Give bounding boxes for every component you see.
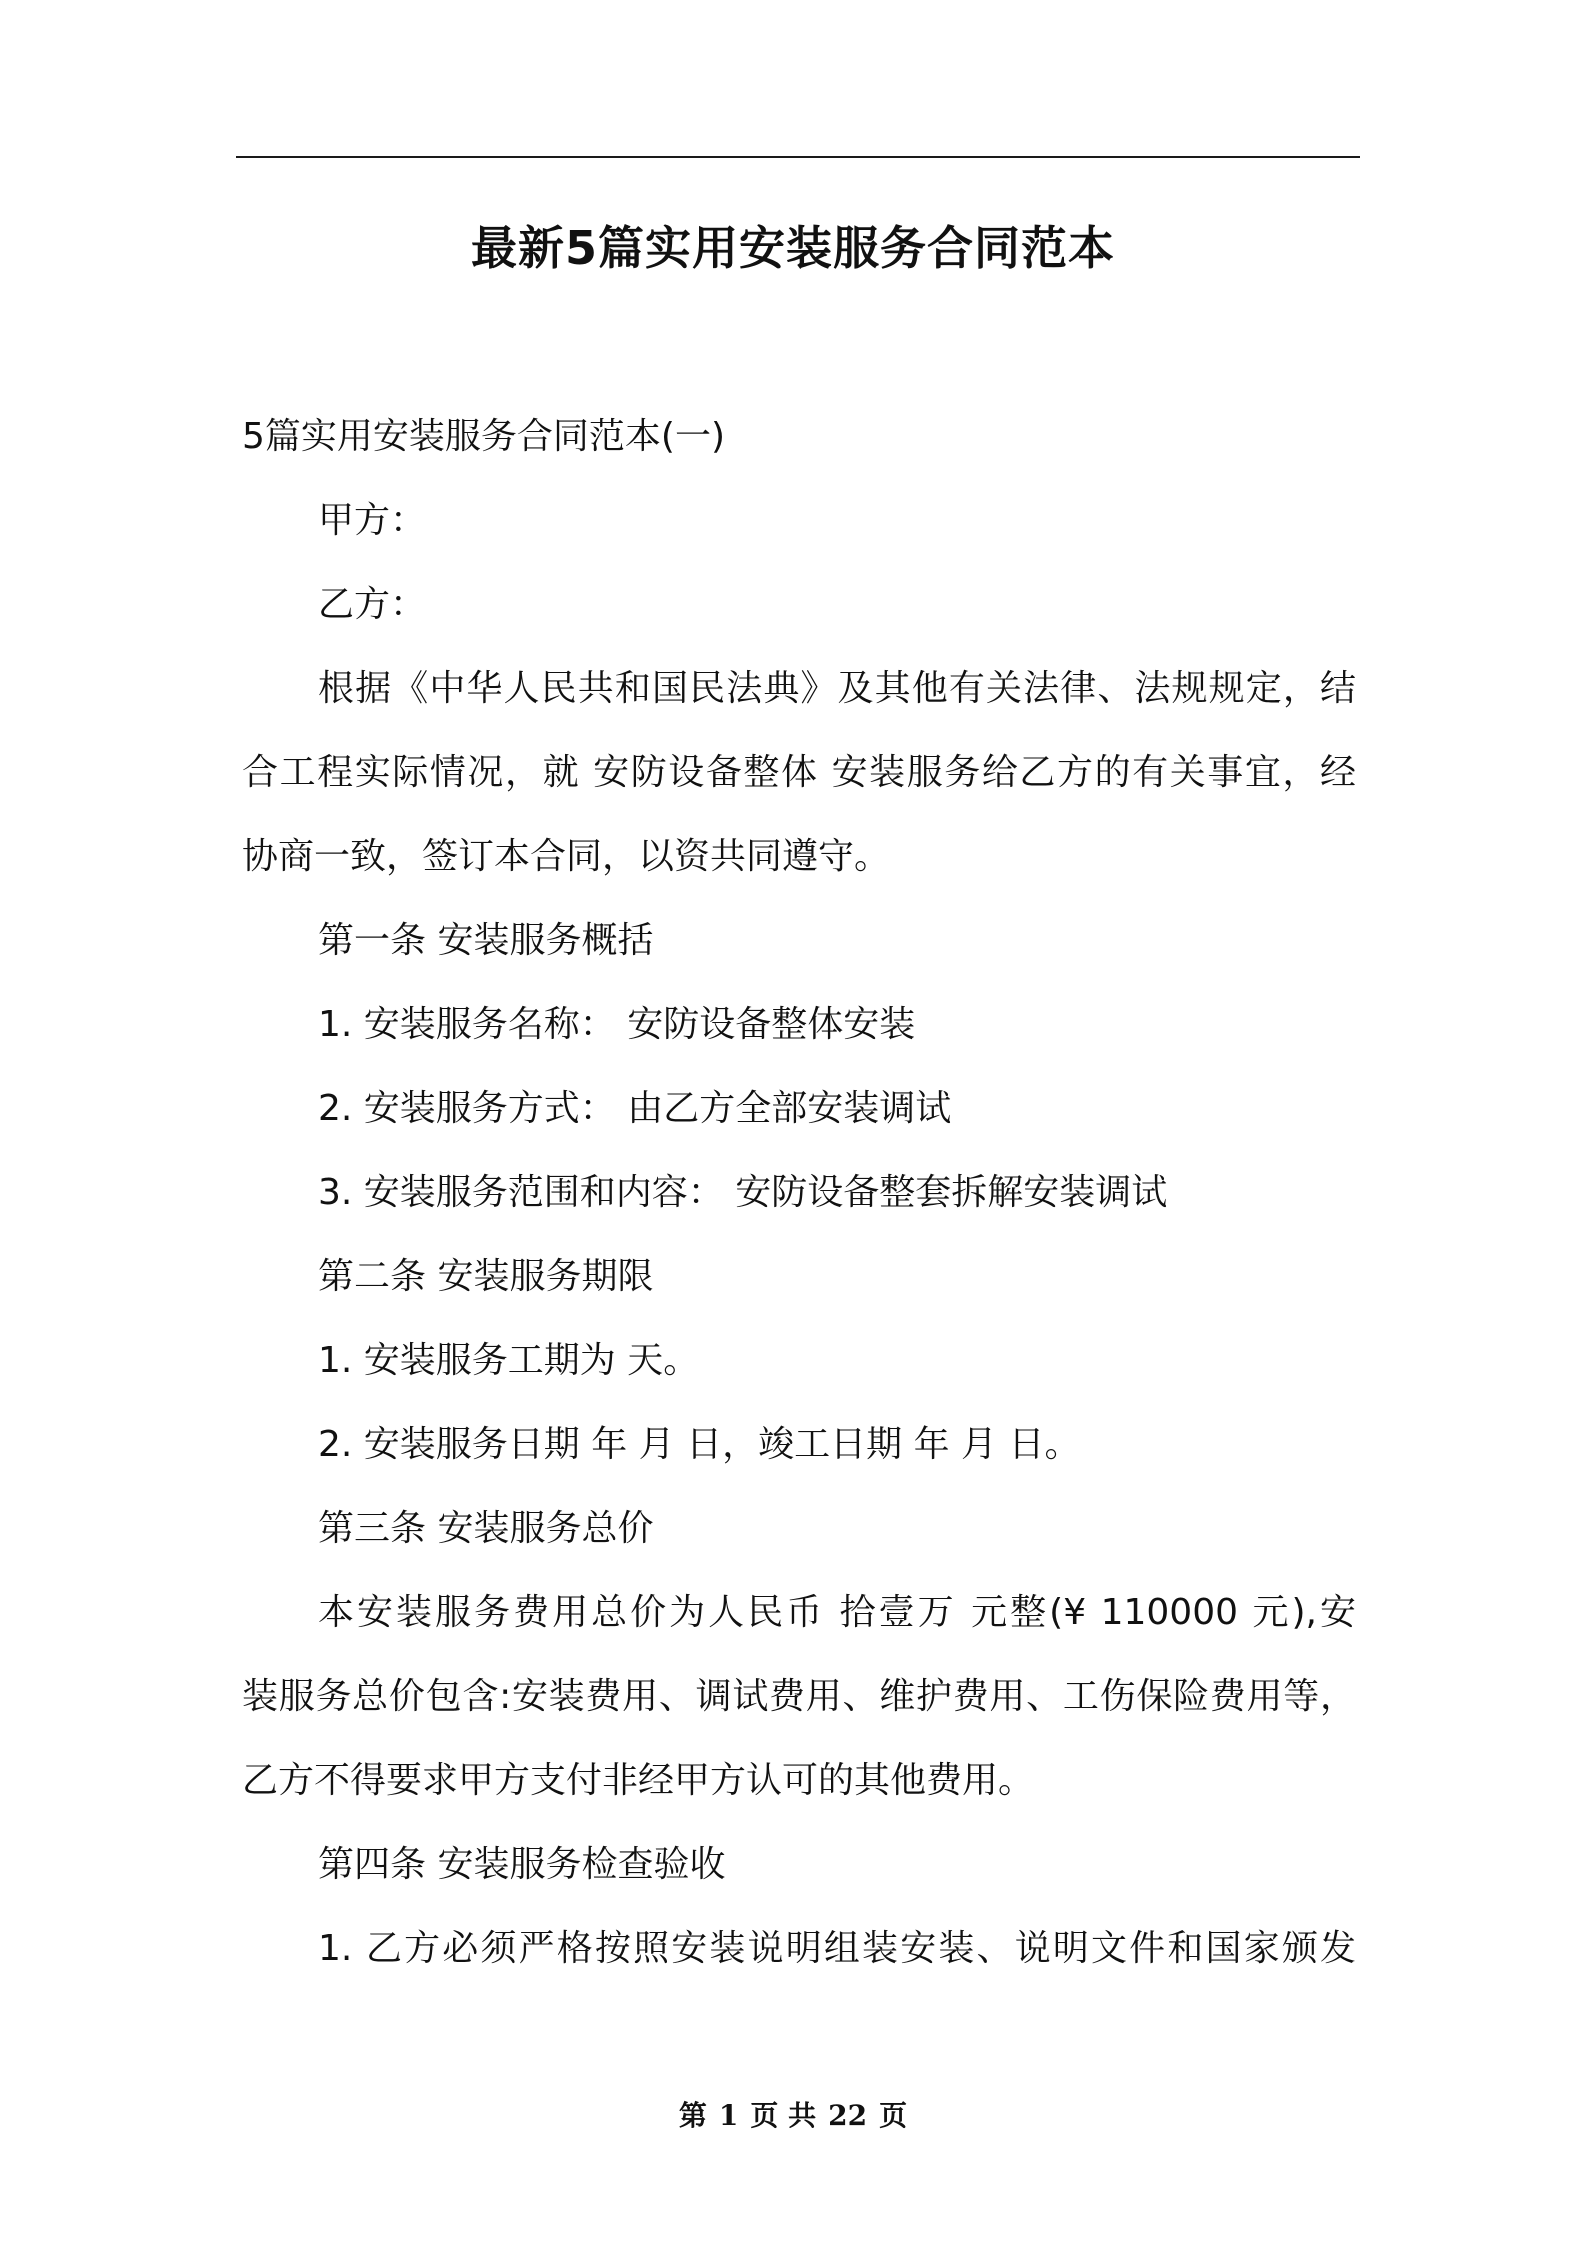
list-item: 1. 安装服务工期为 天。: [318, 1340, 700, 1381]
party-b-line: 乙方：: [318, 584, 427, 625]
list-item: 1. 安装服务名称： 安防设备整体安装: [318, 1004, 916, 1045]
paragraph-line: 根据《中华人民共和国民法典》及其他有关法律、法规规定，结: [318, 668, 1356, 709]
list-item: 1. 乙方必须严格按照安装说明组装安装、说明文件和国家颁发: [318, 1928, 1356, 1969]
article-heading: 第三条 安装服务总价: [318, 1508, 654, 1549]
footer-label: 第: [678, 2099, 707, 2132]
article-heading: 第二条 安装服务期限: [318, 1256, 654, 1297]
page-current: 1: [718, 2099, 739, 2132]
article-heading: 第四条 安装服务检查验收: [318, 1844, 726, 1885]
footer-label: 页 共: [750, 2099, 817, 2132]
paragraph-line: 协商一致，签订本合同，以资共同遵守。: [242, 836, 891, 877]
article-heading: 第一条 安装服务概括: [318, 920, 654, 961]
document-title: 最新5篇实用安装服务合同范本: [470, 221, 1115, 275]
section-heading: 5篇实用安装服务合同范本(一): [242, 416, 725, 457]
paragraph-line: 乙方不得要求甲方支付非经甲方认可的其他费用。: [242, 1760, 1035, 1801]
page-total: 22: [828, 2099, 868, 2132]
footer-label: 页: [879, 2099, 908, 2132]
list-item: 2. 安装服务方式： 由乙方全部安装调试: [318, 1088, 952, 1129]
header-rule: [236, 156, 1360, 158]
list-item: 3. 安装服务范围和内容： 安防设备整套拆解安装调试: [318, 1172, 1168, 1213]
list-item: 2. 安装服务日期 年 月 日，竣工日期 年 月 日。: [318, 1424, 1081, 1465]
paragraph-line: 合工程实际情况，就 安防设备整体 安装服务给乙方的有关事宜，经: [242, 752, 1356, 793]
page-footer: [0, 2096, 1586, 2136]
paragraph-line: 本安装服务费用总价为人民币 拾壹万 元整(¥ 110000 元),安: [318, 1592, 1356, 1633]
paragraph-line: 装服务总价包含:安装费用、调试费用、维护费用、工伤保险费用等，: [242, 1676, 1356, 1717]
party-a-line: 甲方：: [318, 500, 427, 541]
